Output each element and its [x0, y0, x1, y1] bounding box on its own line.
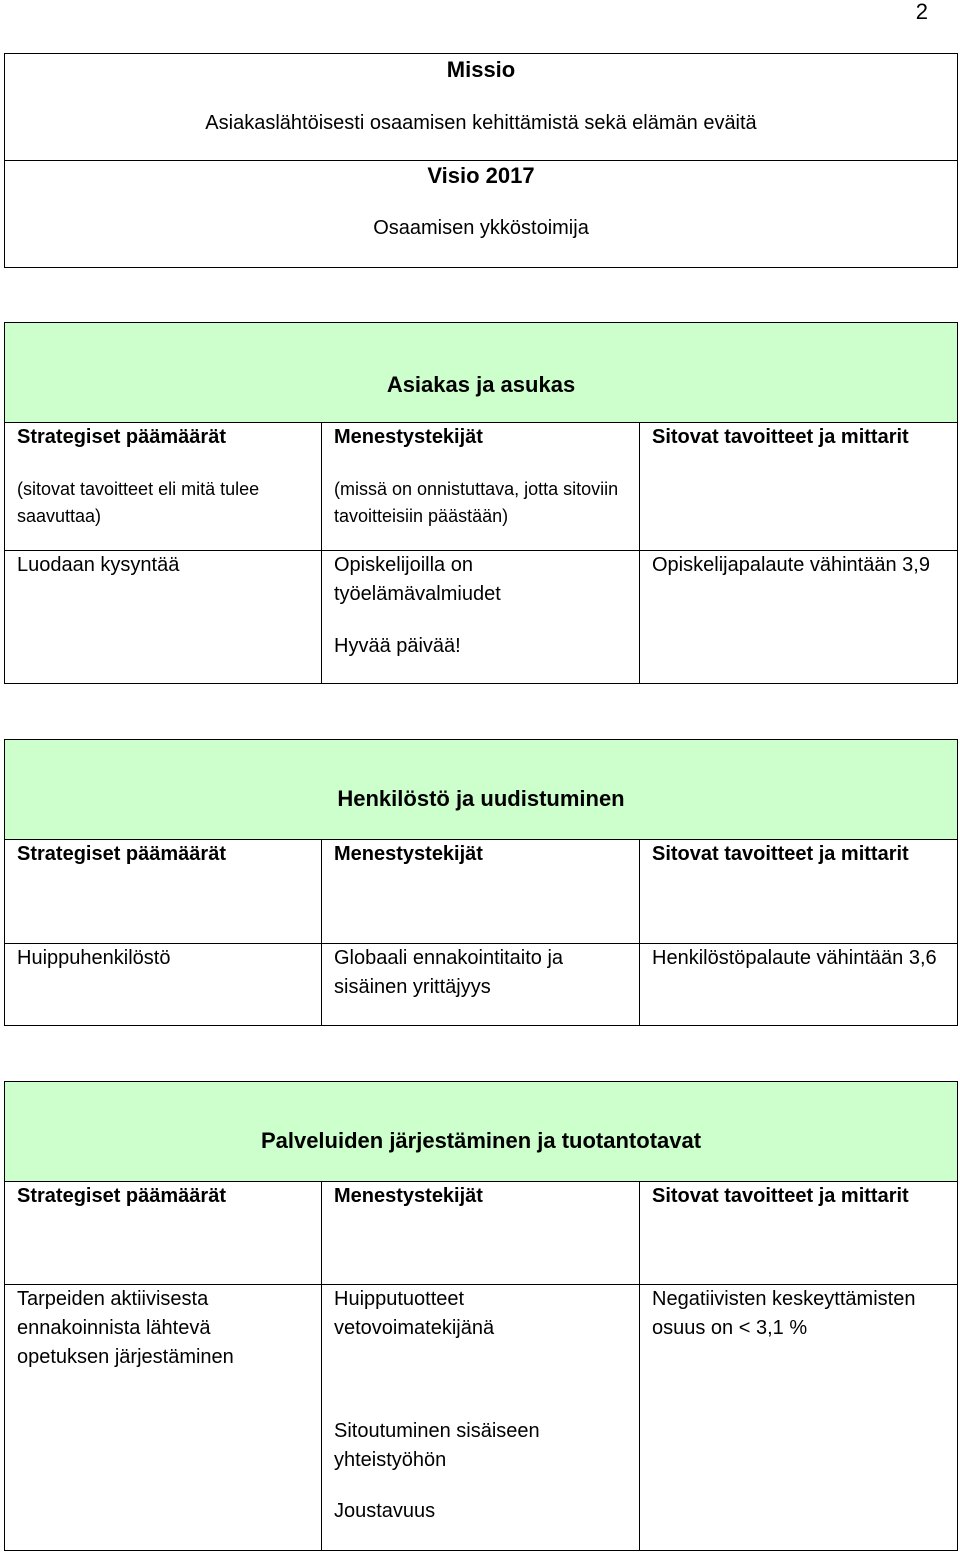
success-factor: Globaali ennakointitaito ja sisäinen yrittäjyys [334, 947, 564, 998]
mission-vision-box [4, 53, 958, 268]
column-divider [639, 1181, 640, 1550]
binding-target: Negatiivisten keskeyttämisten osuus on < 3,1 % [652, 1288, 916, 1339]
mission-text: Asiakaslähtöisesti osaamisen kehittämistä sekä elämän eväitä [205, 112, 757, 134]
column-header-goals: Strategiset päämäärät [17, 426, 226, 448]
column-header-goals: Strategiset päämäärät [17, 843, 226, 865]
success-factor: Huipputuotteet vetovoimatekijänä [334, 1288, 495, 1339]
mission-vision-divider [5, 160, 957, 161]
column-divider [321, 839, 322, 1025]
column-header-targets: Sitovat tavoitteet ja mittarit [652, 426, 909, 448]
goals-note: (sitovat tavoitteet eli mitä tulee saavuttaa) [17, 479, 260, 526]
column-header-factors: Menestystekijät [334, 1185, 483, 1207]
success-factor: Opiskelijoilla on työelämävalmiudet [334, 554, 501, 605]
strategic-goal: Luodaan kysyntää [17, 554, 180, 576]
success-factor: Joustavuus [334, 1500, 436, 1522]
section-customers [4, 322, 958, 684]
column-header-targets: Sitovat tavoitteet ja mittarit [652, 843, 909, 865]
success-factor: Sitoutuminen sisäiseen yhteistyöhön [334, 1420, 540, 1471]
page-number: 2 [915, 0, 928, 24]
binding-target: Opiskelijapalaute vähintään 3,9 [652, 554, 930, 576]
binding-target: Henkilöstöpalaute vähintään 3,6 [652, 947, 937, 969]
column-divider [639, 422, 640, 683]
section-personnel [4, 739, 958, 1026]
column-header-factors: Menestystekijät [334, 843, 483, 865]
section-title: Palveluiden järjestäminen ja tuotantotavat [260, 1128, 702, 1153]
section-title: Asiakas ja asukas [386, 372, 576, 397]
column-divider [321, 1181, 322, 1550]
column-header-factors: Menestystekijät [334, 426, 483, 448]
column-divider [639, 839, 640, 1025]
mission-title: Missio [446, 57, 516, 82]
factors-note: (missä on onnistuttava, jotta sitoviin tavoitteisiin päästään) [334, 479, 619, 526]
column-divider [321, 422, 322, 683]
vision-text: Osaamisen ykköstoimija [373, 217, 589, 239]
column-header-targets: Sitovat tavoitteet ja mittarit [652, 1185, 909, 1207]
strategic-goal: Huippuhenkilöstö [17, 947, 171, 969]
success-factor-extra: Hyvää päivää! [334, 635, 461, 657]
vision-title: Visio 2017 [427, 163, 535, 188]
section-title: Henkilöstö ja uudistuminen [337, 786, 625, 811]
section-services [4, 1081, 958, 1551]
column-header-goals: Strategiset päämäärät [17, 1185, 226, 1207]
strategic-goal: Tarpeiden aktiivisesta ennakoinnista lähtevä opetuksen järjestäminen [17, 1288, 234, 1368]
